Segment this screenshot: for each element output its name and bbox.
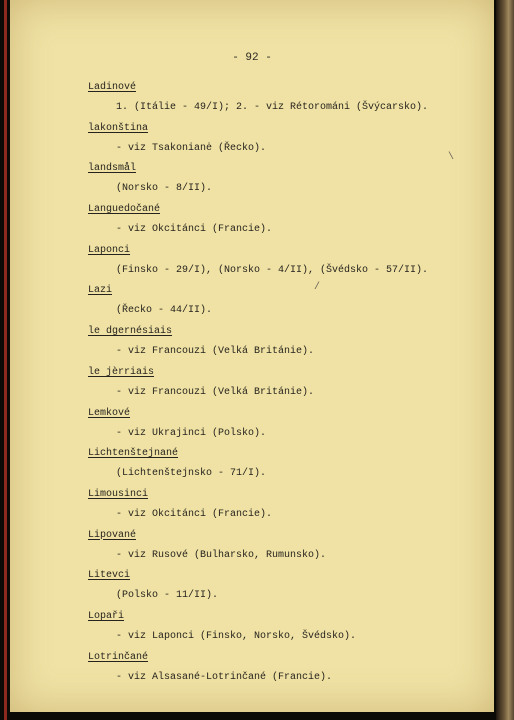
page-number: - 92 -: [232, 52, 272, 64]
list-item: [88, 363, 488, 404]
entry-term: landsmål: [88, 163, 137, 175]
entry-term: Litevci: [88, 570, 131, 582]
entry-list: [88, 78, 488, 688]
stray-mark: \: [448, 152, 455, 163]
list-item: [88, 566, 488, 607]
entry-term: Lazi: [88, 285, 113, 297]
entry-term: Lemkové: [88, 407, 131, 419]
list-item: [88, 159, 488, 200]
entry-term: Lichtenštejnané: [88, 448, 179, 460]
list-item: [88, 281, 488, 322]
paper-edge: [4, 0, 7, 720]
entry-detail: - viz Tsakonianė (Řecko).: [116, 142, 267, 154]
entry-term: Languedočané: [88, 204, 161, 216]
entry-detail: - viz Ukrajinci (Polsko).: [116, 427, 267, 439]
entry-detail: (Norsko - 8/II).: [116, 183, 213, 195]
entry-detail: - viz Okcitánci (Francie).: [116, 224, 273, 236]
entry-detail: (Finsko - 29/I), (Norsko - 4/II), (Švédsko - 57/II).: [116, 264, 429, 276]
document-page: [10, 0, 494, 712]
list-item: [88, 444, 488, 485]
list-item: [88, 241, 488, 282]
entry-term: le jèrriais: [88, 366, 155, 378]
entry-detail: - viz Alsasané-Lotrinčané (Francie).: [116, 671, 333, 683]
list-item: [88, 607, 488, 648]
list-item: [88, 119, 488, 160]
list-item: [88, 648, 488, 689]
entry-detail: (Lichtenštejnsko - 71/I).: [116, 468, 267, 480]
list-item: [88, 200, 488, 241]
entry-term: Lotrinčané: [88, 651, 149, 663]
entry-detail: (Řecko - 44/II).: [116, 305, 213, 317]
entry-detail: - viz Francouzi (Velká Británie).: [116, 346, 315, 358]
entry-term: lakonština: [88, 122, 149, 134]
book-binding: [496, 0, 514, 720]
entry-detail: (Polsko - 11/II).: [116, 590, 219, 602]
list-item: [88, 322, 488, 363]
entry-term: Lipované: [88, 529, 137, 541]
entry-term: Limousinci: [88, 488, 149, 500]
stray-mark: /: [314, 282, 321, 293]
entry-term: Ladinové: [88, 82, 137, 93]
entry-detail: 1. (Itálie - 49/I); 2. - viz Rétorománi (Švýcarsko).: [116, 102, 429, 113]
entry-term: Lopaři: [88, 610, 125, 622]
list-item: [88, 485, 488, 526]
entry-detail: - viz Francouzi (Velká Británie).: [116, 386, 315, 398]
list-item: [88, 526, 488, 567]
entry-detail: - viz Okcitánci (Francie).: [116, 508, 273, 520]
entry-term: Laponci: [88, 244, 131, 256]
list-item: [88, 78, 488, 119]
entry-detail: - viz Laponci (Finsko, Norsko, Švédsko).: [116, 630, 357, 642]
entry-term: le dgernésiais: [88, 326, 173, 338]
list-item: [88, 404, 488, 445]
entry-detail: - viz Rusové (Bulharsko, Rumunsko).: [116, 549, 327, 561]
